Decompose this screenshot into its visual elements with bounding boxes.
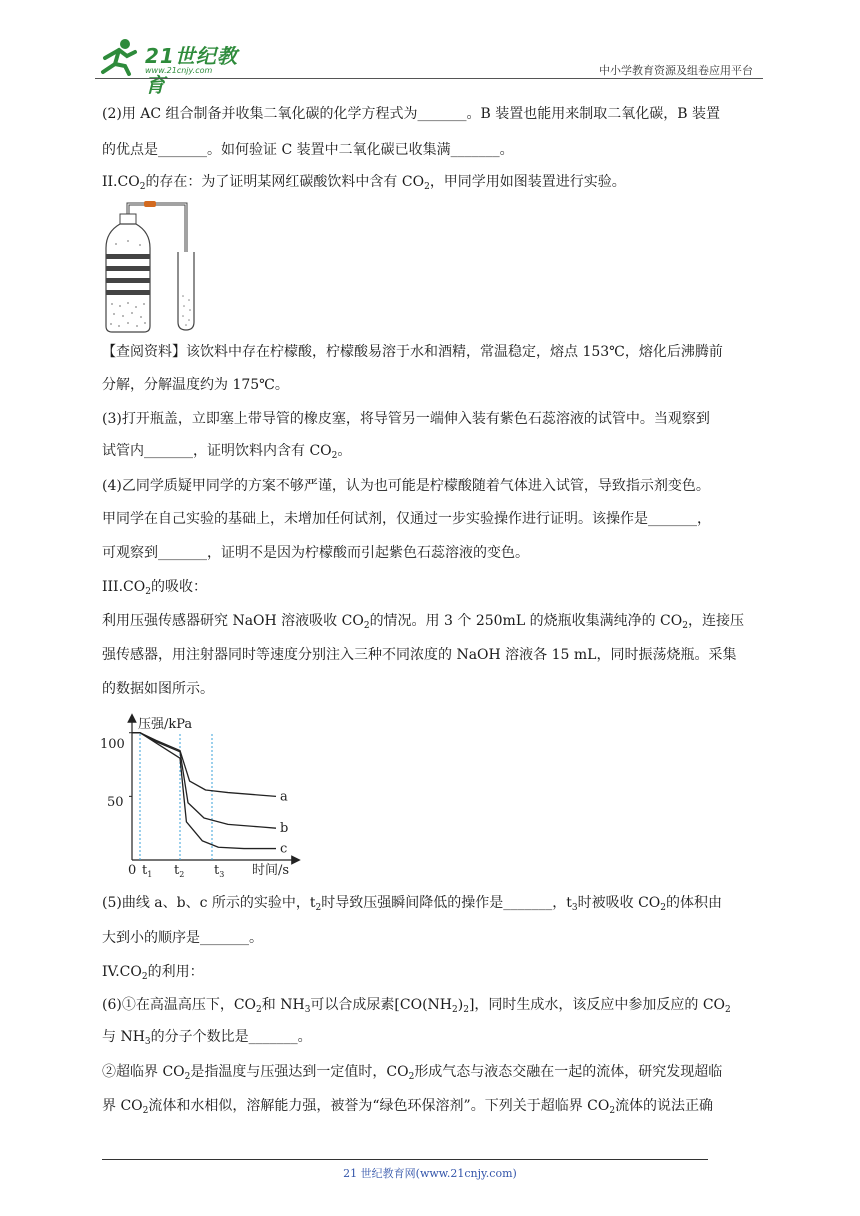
section-4-heading: $IV.CO_2$的利用： [102,964,204,982]
paragraph-3-line-3: 的数据如图所示。 [102,681,214,697]
x-tick-t2: $t_2$ [174,863,185,879]
curve-b [132,733,276,828]
site-logo [95,36,255,97]
test-tube [178,252,194,330]
platform-title: 中小学教育资源及组卷应用平台 [599,64,753,77]
curve-label-a: a [280,789,288,805]
logo-text: 21世纪教育 [145,44,238,97]
info-line-1: 【查阅资料】该饮料中存在柠檬酸，柠檬酸易溶于水和酒精，常温稳定，熔点 153℃，熔化后沸腾前 [102,344,723,360]
footer-divider [102,1159,708,1160]
logo-url: www.21cnjy.com [145,66,213,75]
y-tick-100: 100 [100,737,125,752]
page-footer: 21 世纪教育网(www.21cnjy.com) [343,1167,517,1180]
question-6-line-1: (6)①在高温高压下，$CO_2$和 $NH_3$可以合成尿素$[CO(NH_2)_2]$，同时生成水，该反应中参加反应的 $CO_2$ [102,997,731,1015]
paragraph-3-line-2: 强传感器，用注射器同时等速度分别注入三种不同浓度的 NaOH 溶液各 15 mL，同时振荡烧瓶。采集 [102,647,737,663]
question-3-line-2: 试管内_______，证明饮料内含有 $CO_2$。 [102,443,352,461]
x-tick-t3: $t_3$ [214,863,225,879]
question-5-line-2: 大到小的顺序是_______。 [102,930,263,946]
curve-label-c: c [280,841,288,857]
curve-a [132,733,276,797]
question-4-line-3: 可观察到_______，证明不是因为柠檬酸而引起紫色石蕊溶液的变色。 [102,545,529,561]
info-line-2: 分解，分解温度约为 175℃。 [102,377,289,393]
question-2-line-1: (2)用 AC 组合制备并收集二氧化碳的化学方程式为_______。B 装置也能用来制取二氧化碳，B 装置 [102,106,721,122]
x-tick-t1: $t_1$ [142,863,153,879]
x-axis-label: 时间/s [252,863,290,878]
apparatus-figure [98,196,208,336]
pressure-chart [96,712,316,884]
origin-label: 0 [128,863,137,878]
question-6-line-2: 与 $NH_3$的分子个数比是_______。 [102,1029,312,1047]
question-6-line-4: 界 $CO_2$流体和水相似，溶解能力强，被誉为“绿色环保溶剂”。下列关于超临界 $CO_2$流体的说法正确 [102,1098,714,1116]
question-4-line-2: 甲同学在自己实验的基础上，未增加任何试剂，仅通过一步实验操作进行证明。该操作是_______， [102,511,711,527]
question-4-line-1: (4)乙同学质疑甲同学的方案不够严谨，认为也可能是柠檬酸随着气体进入试管，导致指示剂变色。 [102,478,710,494]
curve-c [132,733,276,849]
curve-label-b: b [280,821,289,837]
rubber-connector [144,201,156,207]
section-2-heading: $II.CO_2$的存在：为了证明某网红碳酸饮料中含有 $CO_2$，甲同学用如图装置进行实验。 [102,174,626,192]
question-3-line-1: (3)打开瓶盖，立即塞上带导管的橡皮塞，将导管另一端伸入装有紫色石蕊溶液的试管中。当观察到 [102,411,710,427]
header-divider [95,78,763,79]
runner-logo-icon [95,36,143,76]
section-3-heading: $III.CO_2$的吸收： [102,579,207,597]
paragraph-3-line-1: 利用压强传感器研究 NaOH 溶液吸收 $CO_2$的情况。用 3 个 250mL 的烧瓶收集满纯净的 $CO_2$，连接压 [102,613,744,631]
question-2-line-2: 的优点是_______。如何验证 C 装置中二氧化碳已收集满_______。 [102,142,514,158]
question-6-line-3: ②超临界 $CO_2$是指温度与压强达到一定值时，$CO_2$形成气态与液态交融在一起的流体，研究发现超临 [102,1064,723,1082]
page-header [95,30,763,97]
question-5-line-1: (5)曲线 a、b、c 所示的实验中，$t_2$时导致压强瞬间降低的操作是_______，$t_3$时被吸收 $CO_2$的体积由 [102,895,722,913]
y-axis-label: 压强/kPa [138,717,193,732]
y-tick-50: 50 [107,795,124,810]
